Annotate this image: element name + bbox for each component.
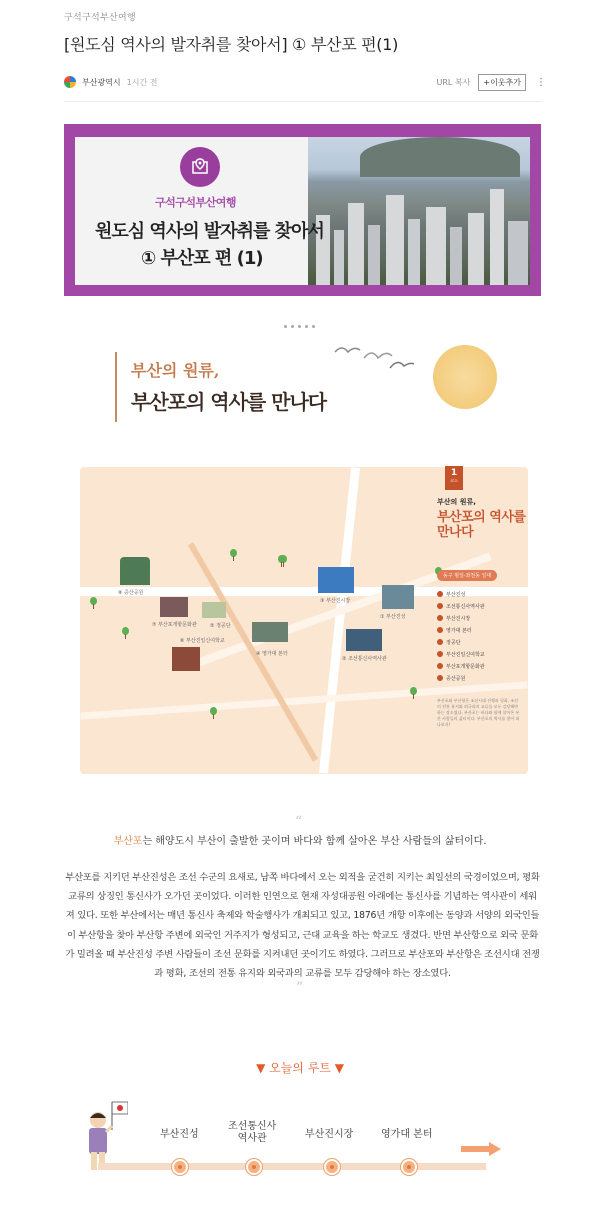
legend-item: 부산포개항문화관 (437, 660, 485, 672)
route-strip (78, 1095, 508, 1195)
legend-item: 부산진성 (437, 588, 485, 600)
add-neighbor-button[interactable]: +이웃추가 (478, 74, 526, 91)
market-building (318, 567, 354, 593)
banner-tag: 구석구석부산여행 (155, 196, 237, 209)
map-label-2: ② 조선통신사역사관 (342, 656, 387, 662)
map-label-6: ⑥ 부산진일신여학교 (180, 638, 225, 644)
map-label-8: ⑧ 증산공원 (118, 590, 144, 596)
quote-close-mark: ” (296, 980, 304, 996)
route-stop-2 (246, 1159, 262, 1175)
legend-item: 부산진시장 (437, 612, 485, 624)
route-stop-1 (172, 1159, 188, 1175)
jeungsan-park-building (120, 557, 150, 585)
legend-item: 정공단 (437, 636, 485, 648)
legend-item: 영가대 본터 (437, 624, 485, 636)
section-divider-dots (284, 325, 315, 328)
route-title: ▼ 오늘의 루트 ▼ (256, 1061, 344, 1075)
banner-title-line2: ① 부산포 편 (1) (141, 248, 263, 269)
quote-highlight: 부산포 (113, 836, 143, 847)
legend-note: 부산포와 부산항은 조선시대 전쟁과 평화, 조선의 전통 유지와 외국과의 교류를 모두 감당해야 하는 장소였다. 부산포는 바다와 함께 살아온 부산 사람들의 삶터이다. 부산포의 역사를 찾아 떠나보자! (437, 698, 520, 727)
post-title: [원도심 역사의 발자취를 찾아서] ① 부산포 편(1) (64, 35, 399, 54)
author-name[interactable]: 부산광역시 (82, 77, 121, 87)
route-label-4: 영가대 본터 (381, 1129, 433, 1140)
tongsinsa-hall-building (346, 629, 382, 651)
title-banner (64, 124, 541, 296)
route-label-2: 조선통신사 역사관 (228, 1121, 277, 1144)
more-options-icon[interactable]: ⋮ (536, 76, 546, 88)
city-photo (308, 137, 530, 285)
heading-line1: 부산의 원류, (131, 361, 220, 380)
heading-line2: 부산포의 역사를 만나다 (131, 390, 327, 414)
child-with-flag-illustration (78, 1100, 128, 1185)
route-label-1: 부산진성 (160, 1129, 199, 1140)
legend-subtitle: 부산의 원류, (437, 498, 476, 506)
birds-illustration (330, 340, 415, 380)
map-label-7: ⑦ 부산포개항문화관 (152, 622, 197, 628)
url-copy-button[interactable]: URL 복사 (436, 77, 471, 87)
map-label-4: ④ 영가대 본터 (256, 651, 288, 657)
quote-lead (0, 832, 600, 847)
ilsin-school-building (172, 647, 200, 671)
route-stop-3 (324, 1159, 340, 1175)
post-category[interactable]: 구석구석부산여행 (64, 13, 136, 23)
legend-item: 조선통신사역사관 (437, 600, 485, 612)
route-stop-4 (401, 1159, 417, 1175)
map-label-5: ⑤ 정공단 (210, 623, 231, 629)
meta-divider (64, 101, 542, 102)
arrow-right-icon (461, 1142, 501, 1156)
yeonggadae-building (252, 622, 288, 642)
legend-area: 동구 범일·좌천동 일대 (437, 570, 497, 581)
body-paragraph: 부산포를 지키던 부산진성은 조선 수군의 요새로, 남쪽 바다에서 오는 외적을 굳건히 지키는 최일선의 국경이었으며, 평화 교류의 상징인 통신사가 오가던 곳이었다. 이러한 인연으로 현재 자성대공원 아래에는 통신사를 기념하는 역사관이 세워져 있다. 또한 부산에서는 매년 통신사 축제와 학술행사가 개최되고 있고, 1876년 개항 이후에는 동양과 서양의 외국인들이 부산항을 찾아 부산항 주변에 외국인 거주지가 형성되고, 근대 교육을 하는 학교도 생겼다. 반면 부산항으로 외국 문화가 밀려올 때 부산진성 주변 사람들이 조선 문화를 지켜내던 곳이기도 하였다. 그러므로 부산포와 부산항은 조선시대 전쟁과 평화, 조선의 전통 유지와 외국과의 교류를 모두 감당해야 하는 장소였다. (65, 872, 540, 980)
legend-item: 증산공원 (437, 672, 485, 684)
jeonggongdan-building (202, 602, 226, 618)
legend-item: 부산진일신여학교 (437, 648, 485, 660)
course-badge: 1 코스 (445, 466, 463, 490)
author-logo-icon[interactable] (64, 76, 76, 88)
quote-open-mark: “ (295, 814, 303, 830)
post-time: 1시간 전 (126, 77, 158, 87)
sun-illustration (433, 345, 497, 409)
map-label-3: ③ 부산진시장 (320, 598, 351, 604)
map-legend (427, 466, 528, 774)
post-meta (64, 70, 546, 94)
route-line (98, 1163, 486, 1170)
busanjinseong-building (382, 585, 414, 609)
gaehang-culture-building (160, 597, 188, 617)
route-label-3: 부산진시장 (305, 1129, 354, 1140)
banner-title-line1: 원도심 역사의 발자취를 찾아서 (95, 221, 324, 242)
quote-lead-text: 는 해양도시 부산이 출발한 곳이며 바다와 함께 살아온 부산 사람들의 삶터이다. (142, 836, 487, 847)
legend-list (437, 588, 485, 684)
map-label-1: ① 부산진성 (380, 614, 406, 620)
legend-title: 부산포의 역사를 만나다 (437, 510, 526, 540)
map-pin-icon (180, 147, 220, 187)
